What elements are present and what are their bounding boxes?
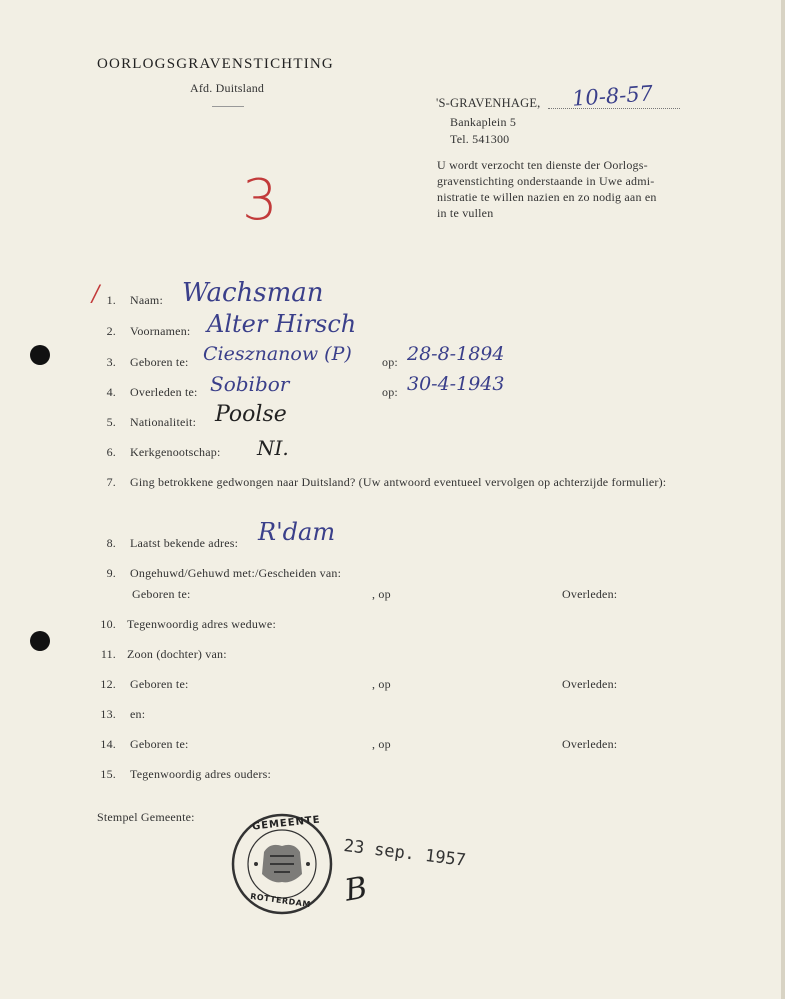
field-label-adres-ouders: Tegenwoordig adres ouders: bbox=[130, 767, 271, 781]
sub-op-14: , op bbox=[372, 737, 391, 751]
field-num-8: 8. bbox=[106, 536, 116, 550]
field-num-5: 5. bbox=[106, 415, 116, 429]
field-num-3: 3. bbox=[106, 355, 116, 369]
punch-hole-bottom bbox=[30, 631, 50, 651]
sub-overleden-9: Overleden: bbox=[562, 587, 618, 601]
field-value-nationaliteit: Poolse bbox=[215, 402, 287, 427]
field-num-1: 1. bbox=[106, 293, 116, 307]
received-date-stamp: 23 sep. 1957 bbox=[342, 836, 467, 871]
field-num-12: 12. bbox=[100, 677, 116, 691]
red-file-number: 3 bbox=[242, 168, 278, 233]
street: Bankaplein 5 bbox=[450, 115, 517, 129]
sub-overleden-14: Overleden: bbox=[562, 737, 618, 751]
initial-signature: B bbox=[342, 870, 370, 909]
field-label-nationaliteit: Nationaliteit: bbox=[130, 415, 197, 429]
header-divider bbox=[212, 106, 244, 107]
field-op-value-geboren: 28-8-1894 bbox=[407, 343, 505, 365]
seal-text-top: GEMEENTE bbox=[251, 814, 322, 833]
department: Afd. Duitsland bbox=[190, 81, 265, 95]
field-label-geboren-te: Geboren te: bbox=[130, 355, 189, 369]
org-name: OORLOGSGRAVENSTICHTING bbox=[97, 56, 334, 72]
sub-op-9: , op bbox=[372, 587, 391, 601]
sub-op-12: , op bbox=[372, 677, 391, 691]
field-num-15: 15. bbox=[100, 767, 116, 781]
field-num-7: 7. bbox=[106, 475, 116, 489]
field-num-14: 14. bbox=[100, 737, 116, 751]
field-num-4: 4. bbox=[106, 385, 116, 399]
field-label-overleden-te: Overleden te: bbox=[130, 385, 198, 399]
field-op-label-overleden: op: bbox=[382, 385, 398, 399]
municipality-seal-stamp bbox=[230, 812, 334, 916]
request-line-1: U wordt verzocht ten dienste der Oorlogs- bbox=[437, 158, 648, 172]
field-num-6: 6. bbox=[106, 445, 116, 459]
field-label-en: en: bbox=[130, 707, 146, 721]
stamp-label: Stempel Gemeente: bbox=[97, 810, 195, 824]
date-line bbox=[548, 108, 680, 109]
field-label-zoon-dochter: Zoon (dochter) van: bbox=[127, 647, 227, 661]
punch-hole-top bbox=[30, 345, 50, 365]
city: 'S-GRAVENHAGE, bbox=[436, 96, 541, 110]
field-label-gedwongen-duitsland: Ging betrokkene gedwongen naar Duitsland? (Uw antwoord eventueel vervolgen op achterzijde formulier): bbox=[130, 475, 667, 489]
field-label-geboren-te-12: Geboren te: bbox=[130, 677, 189, 691]
handwritten-date: 10-8-57 bbox=[571, 81, 654, 111]
field-label-geboren-te-14: Geboren te: bbox=[130, 737, 189, 751]
field-num-13: 13. bbox=[100, 707, 116, 721]
field-label-adres-weduwe: Tegenwoordig adres weduwe: bbox=[127, 617, 276, 631]
field-label-naam: Naam: bbox=[130, 293, 163, 307]
field-num-11: 11. bbox=[100, 647, 116, 661]
request-line-4: in te vullen bbox=[437, 206, 494, 220]
field-num-9: 9. bbox=[106, 566, 116, 580]
field-label-gehuwd: Ongehuwd/Gehuwd met:/Gescheiden van: bbox=[130, 566, 342, 580]
field-num-10: 10. bbox=[100, 617, 116, 631]
field-label-laatst-adres: Laatst bekende adres: bbox=[130, 536, 239, 550]
field-value-kerkgenootschap: NI. bbox=[257, 436, 289, 460]
field-label-kerkgenootschap: Kerkgenootschap: bbox=[130, 445, 221, 459]
sub-overleden-12: Overleden: bbox=[562, 677, 618, 691]
sub-geboren-te-9: Geboren te: bbox=[132, 587, 191, 601]
field-value-laatst-adres: R'dam bbox=[258, 518, 336, 546]
seal-text-bottom: ROTTERDAM bbox=[249, 891, 312, 910]
field-label-voornamen: Voornamen: bbox=[130, 324, 191, 338]
phone: Tel. 541300 bbox=[450, 132, 510, 146]
request-line-2: gravenstichting onderstaande in Uwe admi- bbox=[437, 174, 655, 188]
red-tick-mark: / bbox=[92, 282, 100, 307]
request-line-3: nistratie te willen nazien en zo nodig aan en bbox=[437, 190, 657, 204]
field-op-label-geboren: op: bbox=[382, 355, 398, 369]
field-value-naam: Wachsman bbox=[182, 278, 324, 308]
field-op-value-overleden: 30-4-1943 bbox=[407, 373, 505, 395]
field-num-2: 2. bbox=[106, 324, 116, 338]
field-value-geboren-te: Ciesznanow (P) bbox=[203, 343, 352, 365]
field-value-voornamen: Alter Hirsch bbox=[207, 310, 357, 338]
field-value-overleden-te: Sobibor bbox=[210, 372, 290, 396]
